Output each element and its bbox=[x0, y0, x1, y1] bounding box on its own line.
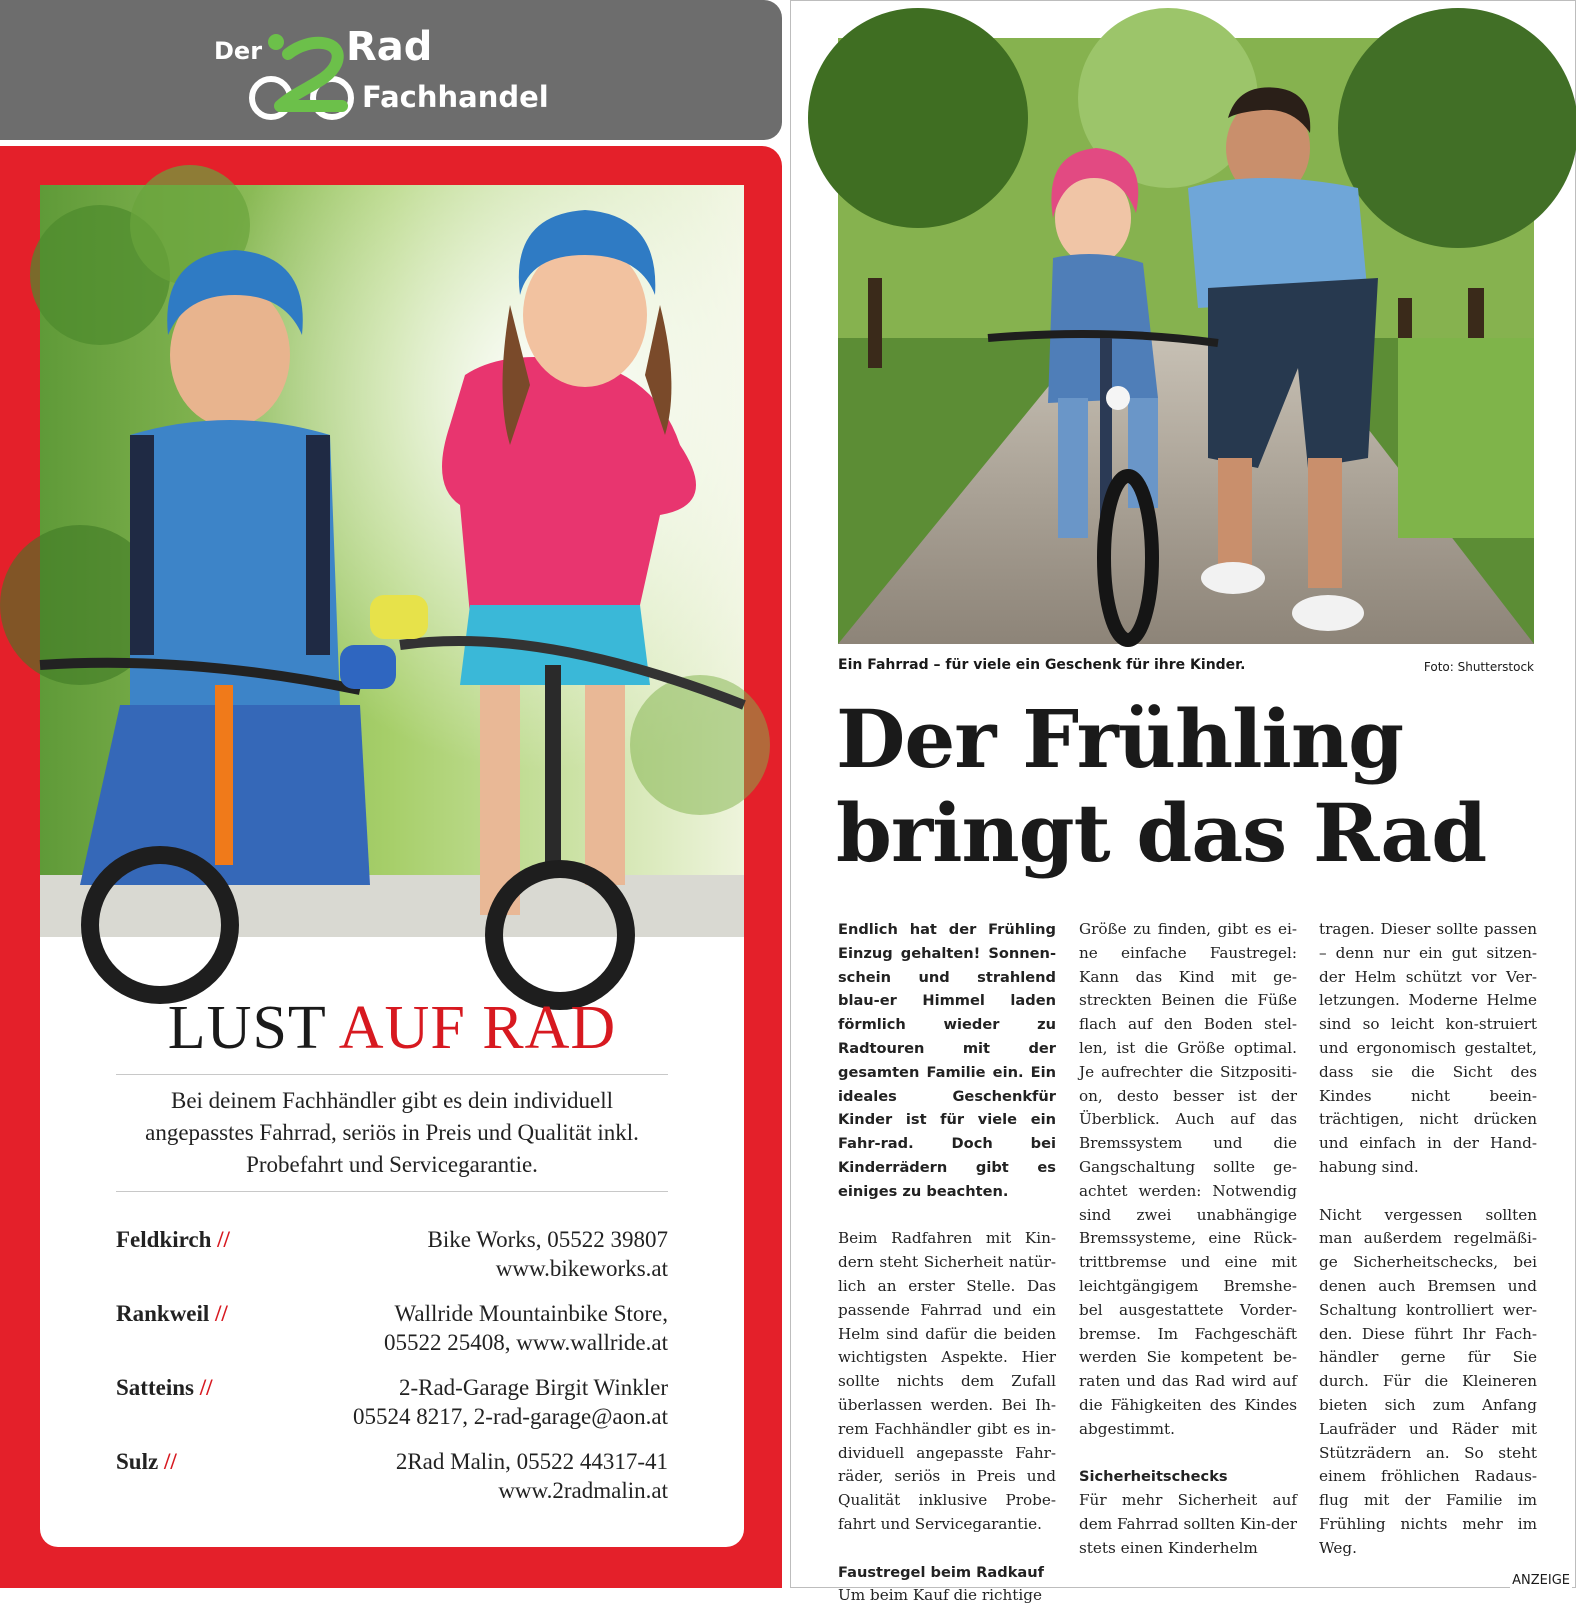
article-lead: Endlich hat der Frühling Einzug gehalten! Sonnen-schein und strahlend blau-er Himmel laden förmlich wieder zu Radtouren mit der gesamten Familie ein. Ein ideales Geschenkfür Kinder ist für viele ein Fahr-rad. Doch bei Kinderrädern gibt es einiges zu beachten. bbox=[838, 921, 1056, 1200]
logo-word-fachhandel: Fachhandel bbox=[362, 80, 549, 114]
cyclist-2-icon bbox=[244, 30, 360, 120]
logo-bar bbox=[0, 0, 782, 140]
dealer-address: Wallride Mountainbike Store, 05522 25408, www.wallride.at bbox=[383, 1301, 668, 1355]
ad-headline-red: AUF RAD bbox=[338, 994, 617, 1062]
dealer-city: Feldkirch // bbox=[116, 1227, 230, 1252]
dealer-row bbox=[116, 1373, 668, 1433]
article-column-1 bbox=[838, 918, 1056, 1608]
dealer-city: Sulz // bbox=[116, 1449, 177, 1474]
article-paragraph: tragen. Dieser sollte passen – denn nur ein gut sitzen-der Helm schützt vor Ver-letzungen. Moderne Helme sind so leicht kon-struiert und ergonomisch gestaltet, dass sie die Sicht des Kindes nicht beein-trächtigen, nicht drücken und einfach in der Hand-habung sind. bbox=[1319, 920, 1537, 1176]
photo-credit: Foto: Shutterstock bbox=[1423, 660, 1534, 674]
headline-line-1: Der Frühling bbox=[836, 692, 1404, 786]
dealer-row bbox=[116, 1299, 668, 1359]
kids-on-bikes-photo bbox=[40, 185, 744, 937]
ad-card bbox=[40, 185, 744, 1547]
photo-caption: Ein Fahrrad – für viele ein Geschenk für ihre Kinder. bbox=[838, 657, 1246, 673]
anzeige-label: ANZEIGE bbox=[1512, 1573, 1570, 1588]
dealer-row bbox=[116, 1447, 668, 1507]
dealer-address: 2Rad Malin, 05522 44317-41 www.2radmalin.at bbox=[395, 1449, 668, 1503]
article-subhead: Faustregel beim Radkauf bbox=[838, 1563, 1044, 1581]
article-paragraph: Größe zu finden, gibt es ei-ne einfache Faustregel: Kann das Kind mit ge-streckten Beinen die Füße flach auf den Boden stel-len, ist die Größe optimal. Je aufrechter die Sitzpositi-on, desto besser ist der Überblick. Auch auf das Bremssystem und die Gangschaltung sollte ge-achtet werden: Notwendig sind zwei unabhängige Bremssysteme, eine Rück-trittbremse und eine mit leichtgängigem Bremshe-bel ausgestattete Vorder-bremse. Im Fachgeschäft werden Sie kompetent be-raten und das Rad wird auf die Fähigkeiten des Kindes abgestimmt. bbox=[1079, 920, 1297, 1438]
article-headline bbox=[836, 692, 1536, 880]
article-column-2 bbox=[1079, 918, 1297, 1561]
logo-word-rad: Rad bbox=[346, 24, 433, 70]
dealer-address: Bike Works, 05522 39807 www.bikeworks.at bbox=[427, 1227, 668, 1281]
dealer-city: Rankweil // bbox=[116, 1301, 228, 1326]
article-paragraph: Nicht vergessen sollten man außerdem regelmäßi-ge Sicherheitschecks, bei denen auch Bremsen und Schaltung kontrolliert wer-den. Diese führt Ihr Fach-händler gerne für Sie durch. Für die Kleineren bieten sich zum Anfang Laufräder und Räder mit Stützrädern an. So steht einem fröhlichen Radaus-flug mit der Familie im Frühling nichts mehr im Weg. bbox=[1319, 1205, 1537, 1557]
dealer-address: 2-Rad-Garage Birgit Winkler 05524 8217, 2-rad-garage@aon.at bbox=[353, 1375, 668, 1429]
article-subhead: Sicherheitschecks bbox=[1079, 1468, 1228, 1486]
dealer-row bbox=[116, 1225, 668, 1285]
der-2rad-fachhandel-logo bbox=[210, 22, 570, 122]
father-daughter-bike-photo bbox=[838, 38, 1534, 644]
ad-divider-top bbox=[116, 1074, 668, 1075]
article-column-3 bbox=[1319, 918, 1537, 1584]
ad-intro-text: Bei deinem Fachhändler gibt es dein individuell angepasstes Fahrrad, seriös in Preis und Qualität inkl. Probefahrt und Servicegarantie. bbox=[145, 1088, 639, 1177]
headline-line-2: bringt das Rad bbox=[836, 786, 1487, 880]
dealer-city: Satteins // bbox=[116, 1375, 213, 1400]
article-paragraph-start: Für mehr Sicherheit auf dem Fahrrad sollten Kin-der stets einen Kinderhelm bbox=[1079, 1491, 1297, 1557]
ad-headline-black: LUST bbox=[167, 994, 339, 1062]
article-paragraph-start: Um beim Kauf die richtige bbox=[838, 1586, 1042, 1605]
ad-divider-bottom bbox=[116, 1191, 668, 1192]
ad-headline bbox=[40, 993, 744, 1064]
logo-word-der: Der bbox=[214, 37, 263, 65]
article-paragraph: Beim Radfahren mit Kin-dern steht Sicherheit natür-lich an erster Stelle. Das passende Fahrrad und ein Helm sind dafür die beiden wichtigsten Aspekte. Hier sollte nichts dem Zufall überlassen werden. Bei Ih-rem Fachhändler gibt es in-dividuell angepasste Fahr-räder, seriös in Preis und Qualität inklusive Probe-fahrt und Servicegarantie. bbox=[838, 1229, 1056, 1533]
